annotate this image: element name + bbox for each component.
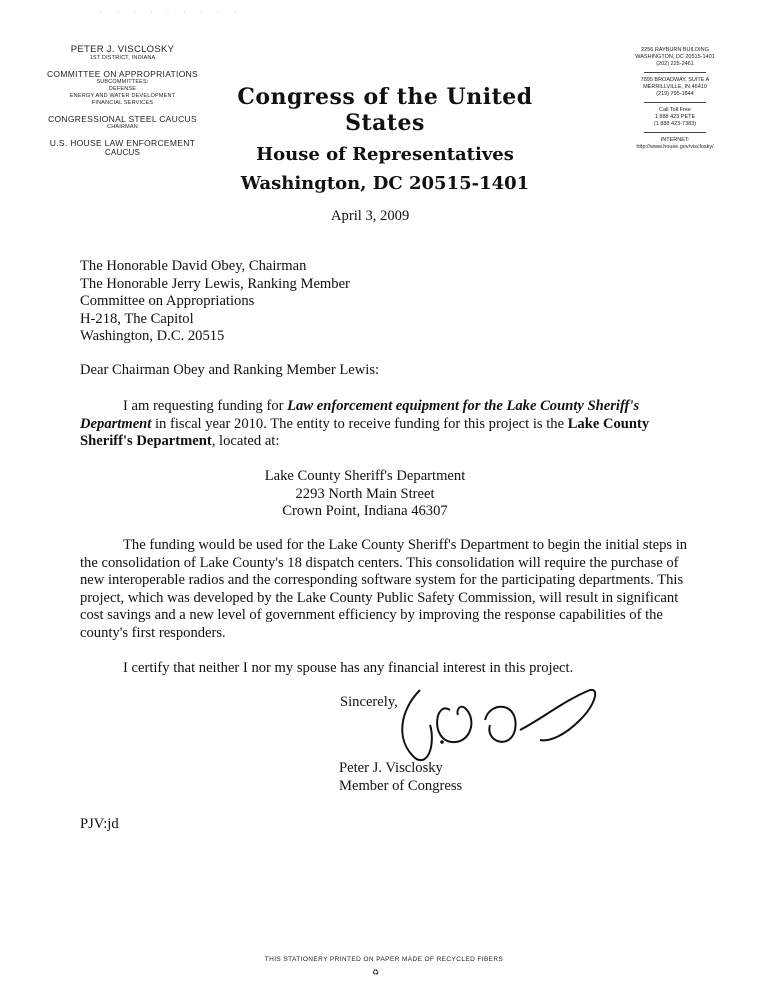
divider [644, 132, 706, 133]
subcommittee-item: FINANCIAL SERVICES [91, 100, 154, 106]
caucus-name: CONGRESSIONAL STEEL CAUCUS [48, 114, 197, 124]
letterhead-city: Washington, DC 20515-1401 [240, 173, 530, 194]
committee-name: COMMITTEE ON APPROPRIATIONS [46, 69, 199, 79]
entity-address-name: Lake County Sheriff's Department [264, 468, 466, 484]
district-office-line2: MERRILLVILLE, IN 46410 [643, 84, 707, 90]
handwritten-signature [390, 680, 610, 765]
address-line: Committee on Appropriations [80, 293, 255, 309]
caucus-name: U.S. HOUSE LAW ENFORCEMENT [49, 138, 196, 148]
signer-title: Member of Congress [339, 777, 463, 794]
project-title: Law enforcement equipment for the Lake County Sheriff's Department [80, 398, 640, 432]
address-line: H-218, The Capitol [80, 310, 194, 327]
divider [644, 102, 706, 103]
caucus-role: CHAIRMAN [107, 124, 138, 130]
member-district: 1ST DISTRICT, INDIANA [89, 55, 156, 61]
text-run: in fiscal year 2010. The entity to receive funding for this project is the [151, 415, 568, 432]
dc-office-line1: 2256 RAYBURN BUILDING [641, 47, 709, 53]
district-office-line1: 7895 BROADWAY, SUITE A [640, 77, 710, 83]
address-line: Washington, D.C. 20515 [80, 328, 225, 344]
letterhead-center [210, 84, 560, 194]
divider [644, 72, 706, 73]
entity-address [230, 468, 500, 521]
paragraph-request [80, 398, 690, 451]
recycle-icon: ♻ [372, 968, 380, 977]
scan-noise: · · · · · · · · · [100, 8, 242, 17]
footer-note: THIS STATIONERY PRINTED ON PAPER MADE OF RECYCLED FIBERS [264, 956, 504, 963]
salutation: Dear Chairman Obey and Ranking Member Lewis: [80, 362, 380, 378]
purpose-text: The funding would be used for the Lake County Sheriff's Department to begin the initial steps in the consolidation of Lake County's 18 dispatch centers. This consolidation will require the purchase of new interoperable radios and the corresponding software system for the participating departments. This project, which was developed by the Lake County Public Safety Commission, will result in significant cost savings and a new level of government efficiency by improving the response capabilities of the county's first responders. [80, 537, 688, 641]
letter-date: April 3, 2009 [331, 208, 410, 224]
letterhead-title: Congress of the United States [237, 84, 533, 136]
toll-free-label: Call Toll Free [659, 107, 691, 113]
address-line: The Honorable Jerry Lewis, Ranking Member [80, 275, 350, 292]
text-run: , located at: [211, 433, 280, 449]
recipient-address [80, 258, 350, 346]
dc-office-line2: WASHINGTON, DC 20515-1401 [635, 54, 715, 60]
signer-name: Peter J. Visclosky [339, 760, 443, 776]
caucus-name-line2: CAUCUS [105, 148, 140, 157]
paragraph-purpose [80, 537, 692, 642]
internet-url: http://www.house.gov/visclosky/ [636, 144, 714, 150]
letterhead-subtitle: House of Representatives [256, 144, 514, 165]
entity-name: Lake County Sheriff's Department [80, 415, 650, 449]
text-run: I am requesting funding for [123, 398, 288, 414]
dc-phone: (202) 225-2461 [656, 61, 694, 67]
certification-statement: I certify that neither I nor my spouse has any financial interest in this project. [123, 660, 574, 676]
closing: Sincerely, [340, 694, 398, 710]
member-name: PETER J. VISCLOSKY [70, 44, 175, 55]
internet-label: INTERNET: [660, 137, 690, 143]
district-phone: (219) 795-1844 [656, 91, 694, 97]
typist-initials: PJV:jd [80, 816, 119, 832]
letterhead-right [605, 47, 745, 151]
toll-free-number: 1 888 423 PETE [654, 114, 696, 120]
address-line: The Honorable David Obey, Chairman [80, 258, 307, 274]
toll-free-digits: (1 888 423-7383) [653, 121, 697, 127]
signature-block [339, 760, 462, 795]
entity-address-city: Crown Point, Indiana 46307 [282, 503, 448, 519]
entity-address-street: 2293 North Main Street [295, 485, 435, 502]
letterhead-left [20, 44, 225, 157]
subcommittees-label: SUBCOMMITTEES: [96, 79, 149, 85]
subcommittee-item: ENERGY AND WATER DEVELOPMENT [69, 93, 176, 99]
subcommittee-item: DEFENSE [108, 86, 137, 92]
